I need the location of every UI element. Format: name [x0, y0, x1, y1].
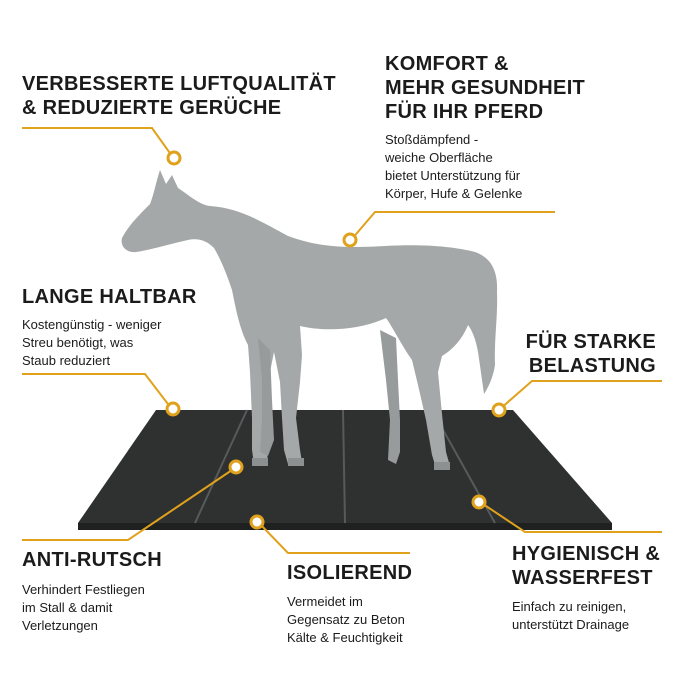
heading-line: MEHR GESUNDHEIT — [385, 77, 586, 99]
text-line: Verhindert Festliegen — [22, 582, 145, 597]
heading-line: FÜR STARKE — [525, 331, 656, 353]
heading-line: WASSERFEST — [512, 567, 653, 589]
callout-line-load — [500, 381, 662, 409]
heading-comfort — [385, 52, 585, 124]
marker-insulating — [251, 516, 263, 528]
hoof — [252, 458, 268, 466]
text-line: Vermeidet im — [287, 594, 363, 609]
heading-durable: LANGE HALTBAR — [22, 286, 197, 308]
rubber-mat — [78, 410, 612, 530]
callout-line-comfort — [351, 212, 555, 240]
marker-load — [493, 404, 505, 416]
text-line: Kostengünstig - weniger — [22, 317, 162, 332]
text-comfort — [385, 131, 522, 203]
heading-load — [526, 330, 656, 378]
text-line: Streu benötigt, was — [22, 335, 134, 350]
text-line: Stoßdämpfend - — [385, 132, 479, 147]
heading-line: BELASTUNG — [528, 355, 656, 377]
text-line: Verletzungen — [22, 618, 98, 633]
marker-comfort — [344, 234, 356, 246]
text-hygienic — [512, 598, 629, 634]
text-antislip — [22, 581, 145, 635]
text-line: Gegensatz zu Beton — [287, 612, 405, 627]
text-line: bietet Unterstützung für — [385, 168, 521, 183]
text-line: unterstützt Drainage — [512, 617, 630, 632]
mat-edge — [78, 523, 612, 530]
hoof — [288, 458, 304, 466]
heading-antislip: ANTI-RUTSCH — [22, 549, 162, 571]
heading-line: VERBESSERTE LUFTQUALITÄT — [22, 73, 336, 95]
marker-hygienic — [473, 496, 485, 508]
hoof — [434, 462, 450, 470]
text-line: im Stall & damit — [22, 600, 113, 615]
text-line: Staub reduziert — [22, 353, 111, 368]
callout-line-air — [22, 128, 172, 156]
heading-hygienic — [512, 542, 660, 590]
heading-line: HYGIENISCH & — [512, 543, 661, 565]
heading-air-quality — [22, 72, 336, 120]
text-line: Körper, Hufe & Gelenke — [385, 186, 523, 201]
text-line: weiche Oberfläche — [385, 150, 493, 165]
text-insulating — [287, 593, 405, 647]
text-durable — [22, 316, 161, 370]
heading-line: KOMFORT & — [385, 53, 509, 75]
heading-line: & REDUZIERTE GERÜCHE — [22, 97, 282, 119]
text-line: Kälte & Feuchtigkeit — [287, 630, 403, 645]
heading-insulating: ISOLIEREND — [287, 562, 413, 584]
heading-line: FÜR IHR PFERD — [385, 101, 544, 123]
callout-line-durable — [22, 374, 171, 408]
marker-antislip — [230, 461, 242, 473]
marker-air — [168, 152, 180, 164]
marker-durable — [167, 403, 179, 415]
text-line: Einfach zu reinigen, — [512, 599, 627, 614]
